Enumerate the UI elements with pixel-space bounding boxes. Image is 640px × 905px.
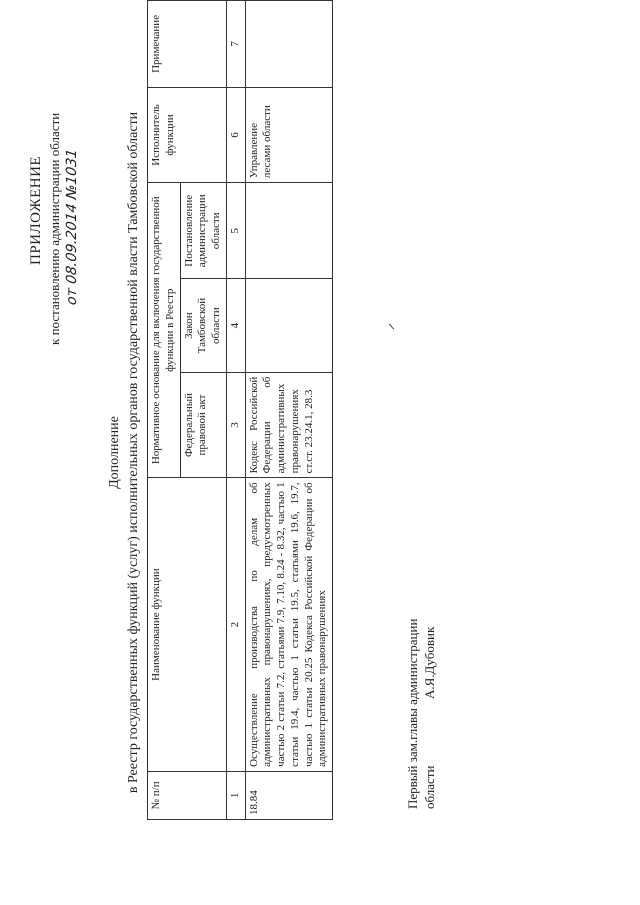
row-note	[245, 1, 333, 88]
attachment-date-number: от 08.09.2014 №1031	[64, 147, 80, 307]
row-regional-law	[245, 279, 333, 372]
column-number-row	[226, 1, 245, 820]
registry-table	[147, 0, 333, 820]
header-resolution: Постановление администрации области	[180, 183, 226, 279]
column-number: 5	[226, 183, 245, 279]
column-number: 4	[226, 279, 245, 372]
signer-name: А.Я.Дубовик	[422, 626, 437, 699]
signer-position-2: области	[422, 765, 437, 809]
table-row	[245, 1, 333, 820]
row-executor: Управление лесами области	[245, 87, 333, 182]
table-header-row	[148, 1, 181, 820]
header-num: № п/п	[148, 771, 227, 819]
header-basis: Нормативное основание для включения государственной функции в Реестр	[148, 183, 181, 478]
header-name: Наименование функции	[148, 478, 227, 771]
row-federal-act: Кодекс Российской Федерации об административных правонарушениях ст.ст. 23.24.1, 28.3	[245, 372, 333, 478]
attachment-resolution: к постановлению администрации области	[47, 112, 62, 345]
document-title: Дополнение	[107, 416, 122, 489]
pen-mark	[389, 323, 394, 329]
column-number: 7	[226, 1, 245, 88]
row-num: 18.84	[245, 771, 333, 819]
header-executor: Исполнитель функции	[148, 87, 227, 182]
document-subtitle: в Реестр государственных функций (услуг) исполнительных органов государственной власти Тамбовской области	[126, 111, 141, 794]
column-number: 1	[226, 771, 245, 819]
column-number: 6	[226, 87, 245, 182]
header-note: Примечание	[148, 1, 227, 88]
header-law: Закон Тамбовской области	[180, 279, 226, 372]
row-function-name: Осуществление производства по делам об административных правонарушениях, предусмотренных частью 2 статьи 7.2, статьями 7.9, 7.10, 8.24 - 8.32, частью 1 статьи 19.4, частью 1 статьи 19.5, статьями 19.6, 19.7, частью 1 статьи 20.25 Кодекса Российской Федерации об административных правонарушениях	[245, 478, 333, 771]
header-federal: Федеральный правовой акт	[180, 372, 226, 478]
attachment-title: ПРИЛОЖЕНИЕ	[28, 155, 44, 265]
signer-position: Первый зам.главы администрации	[405, 618, 420, 809]
column-number: 3	[226, 372, 245, 478]
column-number: 2	[226, 478, 245, 771]
row-resolution	[245, 183, 333, 279]
